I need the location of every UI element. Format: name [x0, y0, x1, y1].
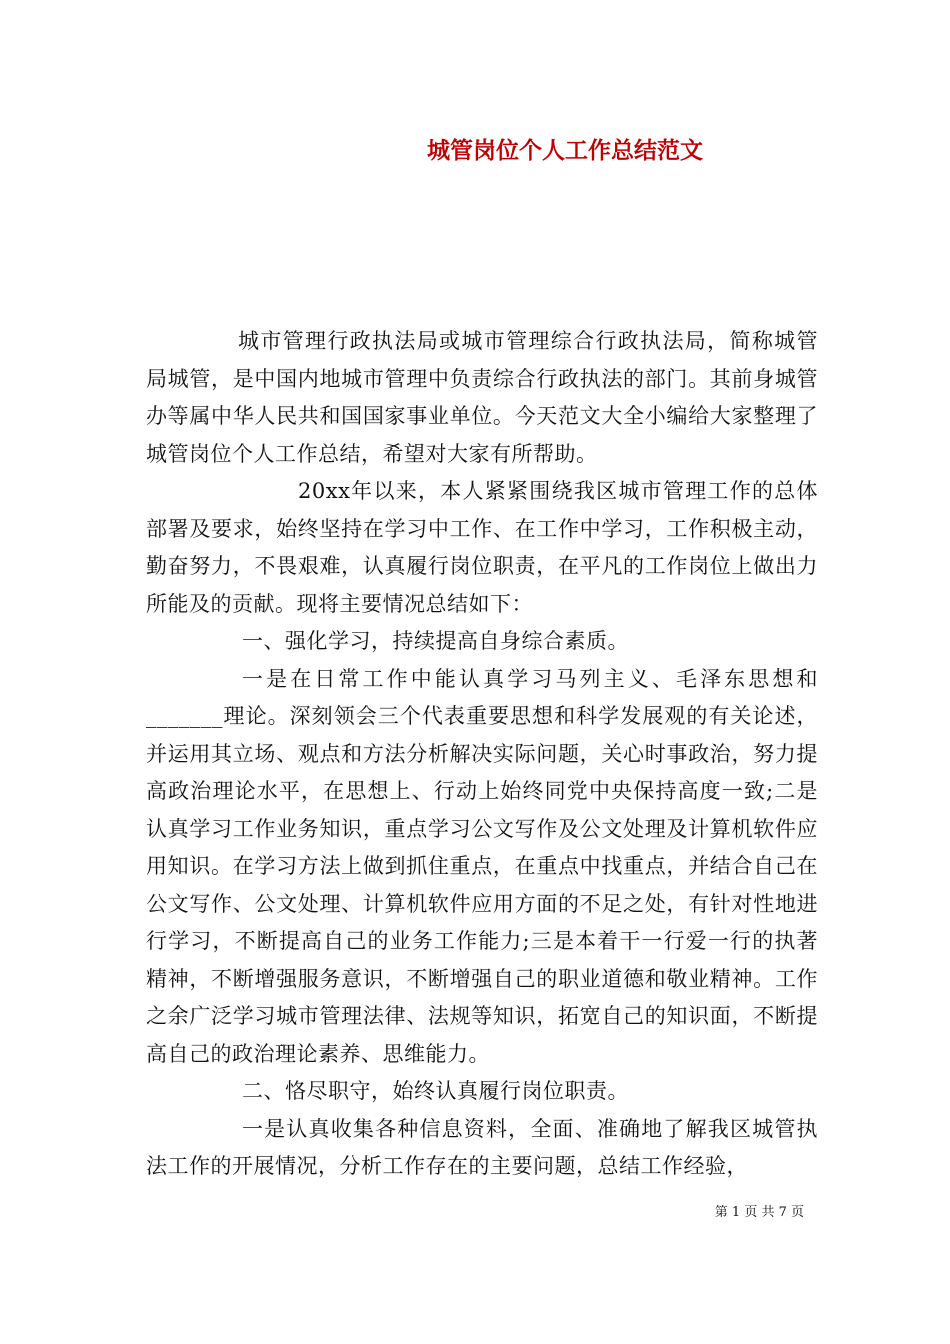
- document-title: [0, 133, 950, 169]
- paragraph-study: 一是在日常工作中能认真学习马列主义、毛泽东思想和_______理论。深刻领会三个代表重要思想和科学发展观的有关论述，并运用其立场、观点和方法分析解决实际问题，关心时事政治，努力提高政治理论水平，在思想上、行动上始终同党中央保持高度一致;二是认真学习工作业务知识，重点学习公文写作及公文处理及计算机软件应用知识。在学习方法上做到抓住重点，在重点中找重点，并结合自己在公文写作、公文处理、计算机软件应用方面的不足之处，有针对性地进行学习，不断提高自己的业务工作能力;三是本着干一行爱一行的执著精神，不断增强服务意识，不断增强自己的职业道德和敬业精神。工作之余广泛学习城市管理法律、法规等知识，拓宽自己的知识面，不断提高自己的政治理论素养、思维能力。: [146, 666, 818, 1066]
- document-title-text: 城管岗位个人工作总结范文: [427, 137, 703, 164]
- page-footer: [0, 1203, 950, 1227]
- document-body: [146, 323, 818, 1186]
- title-area: [0, 0, 950, 200]
- page-number: 第 1 页 共 7 页: [714, 1205, 804, 1220]
- paragraph-overview: 20xx年以来，本人紧紧围绕我区城市管理工作的总体部署及要求，始终坚持在学习中工作、在工作中学习，工作积极主动，勤奋努力，不畏艰难，认真履行岗位职责，在平凡的工作岗位上做出力所能及的贡献。现将主要情况总结如下：: [146, 479, 818, 616]
- section-heading-2: 二、恪尽职守，始终认真履行岗位职责。: [242, 1079, 629, 1103]
- section-heading-1: 一、强化学习，持续提高自身综合素质。: [242, 629, 629, 653]
- paragraph-duties: 一是认真收集各种信息资料，全面、准确地了解我区城管执法工作的开展情况，分析工作存在的主要问题，总结工作经验，: [146, 1116, 818, 1178]
- paragraph-intro: 城市管理行政执法局或城市管理综合行政执法局，简称城管局城管，是中国内地城市管理中负责综合行政执法的部门。其前身城管办等属中华人民共和国国家事业单位。今天范文大全小编给大家整理了城管岗位个人工作总结，希望对大家有所帮助。: [146, 329, 818, 466]
